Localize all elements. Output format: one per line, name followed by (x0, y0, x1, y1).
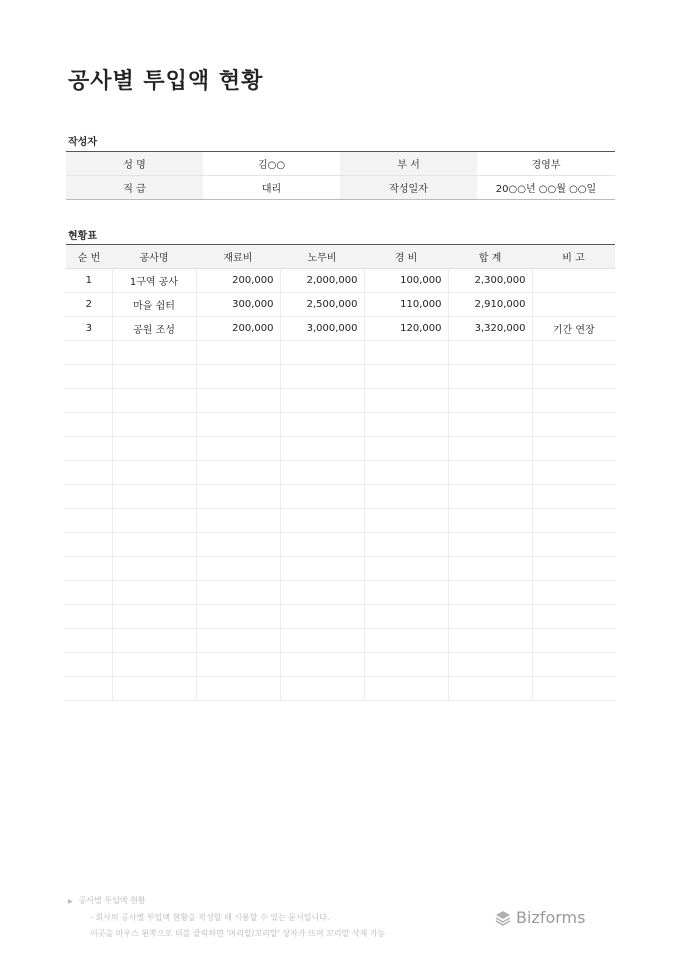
empty-cell[interactable] (66, 653, 112, 677)
empty-cell[interactable] (280, 461, 364, 485)
empty-cell[interactable] (196, 533, 280, 557)
cell-material[interactable]: 200,000 (196, 269, 280, 293)
empty-cell[interactable] (448, 653, 532, 677)
writer-info-table (66, 151, 615, 200)
empty-table-row (66, 389, 615, 413)
empty-cell[interactable] (448, 485, 532, 509)
empty-cell[interactable] (364, 365, 448, 389)
empty-cell[interactable] (112, 389, 196, 413)
empty-cell[interactable] (196, 581, 280, 605)
empty-table-row (66, 653, 615, 677)
cell-project[interactable]: 공원 조성 (112, 317, 196, 341)
empty-table-row (66, 533, 615, 557)
empty-cell[interactable] (532, 437, 615, 461)
empty-cell[interactable] (280, 557, 364, 581)
empty-table-row (66, 437, 615, 461)
cell-labor[interactable]: 3,000,000 (280, 317, 364, 341)
empty-cell[interactable] (364, 533, 448, 557)
empty-cell[interactable] (196, 557, 280, 581)
empty-cell[interactable] (364, 389, 448, 413)
empty-cell[interactable] (448, 629, 532, 653)
cell-no[interactable]: 1 (66, 269, 112, 293)
cell-labor[interactable]: 2,000,000 (280, 269, 364, 293)
empty-cell[interactable] (448, 461, 532, 485)
empty-cell[interactable] (532, 365, 615, 389)
empty-cell[interactable] (448, 509, 532, 533)
empty-cell[interactable] (364, 557, 448, 581)
col-header-total: 합 계 (448, 245, 532, 269)
empty-cell[interactable] (364, 341, 448, 365)
col-header-project: 공사명 (112, 245, 196, 269)
empty-cell[interactable] (196, 509, 280, 533)
empty-cell[interactable] (280, 341, 364, 365)
name-value[interactable]: 김○○ (203, 152, 340, 176)
name-label: 성 명 (66, 152, 203, 176)
empty-cell[interactable] (66, 461, 112, 485)
cell-total[interactable]: 3,320,000 (448, 317, 532, 341)
empty-cell[interactable] (112, 437, 196, 461)
bullet-icon: ▶ (68, 898, 73, 905)
empty-cell[interactable] (66, 365, 112, 389)
empty-cell[interactable] (280, 605, 364, 629)
empty-cell[interactable] (66, 629, 112, 653)
empty-cell[interactable] (196, 677, 280, 701)
empty-cell[interactable] (448, 437, 532, 461)
empty-cell[interactable] (364, 581, 448, 605)
empty-cell[interactable] (196, 461, 280, 485)
empty-cell[interactable] (532, 629, 615, 653)
empty-cell[interactable] (364, 677, 448, 701)
empty-cell[interactable] (66, 413, 112, 437)
writer-section-label: 작성자 (68, 137, 97, 148)
empty-cell[interactable] (364, 437, 448, 461)
empty-cell[interactable] (112, 365, 196, 389)
col-header-expense: 경 비 (364, 245, 448, 269)
empty-cell[interactable] (280, 509, 364, 533)
department-value[interactable]: 경영부 (477, 152, 615, 176)
empty-cell[interactable] (532, 341, 615, 365)
table-row (66, 317, 615, 341)
cell-no[interactable]: 3 (66, 317, 112, 341)
empty-cell[interactable] (448, 677, 532, 701)
empty-cell[interactable] (196, 341, 280, 365)
empty-cell[interactable] (112, 341, 196, 365)
empty-table-row (66, 629, 615, 653)
empty-cell[interactable] (112, 653, 196, 677)
empty-cell[interactable] (196, 437, 280, 461)
bizforms-logo (494, 908, 585, 927)
empty-cell[interactable] (280, 485, 364, 509)
position-label: 직 급 (66, 176, 203, 200)
empty-cell[interactable] (280, 413, 364, 437)
empty-cell[interactable] (364, 413, 448, 437)
empty-cell[interactable] (196, 485, 280, 509)
page-footer[interactable] (68, 893, 385, 942)
empty-cell[interactable] (280, 653, 364, 677)
empty-cell[interactable] (448, 413, 532, 437)
empty-cell[interactable] (66, 581, 112, 605)
empty-cell[interactable] (112, 677, 196, 701)
writer-row (66, 152, 615, 176)
empty-cell[interactable] (280, 629, 364, 653)
status-section-label: 현황표 (68, 231, 97, 242)
empty-cell[interactable] (280, 581, 364, 605)
col-header-remarks: 비 고 (532, 245, 615, 269)
empty-cell[interactable] (66, 509, 112, 533)
empty-cell[interactable] (448, 389, 532, 413)
empty-cell[interactable] (66, 389, 112, 413)
footer-title: 공사별 투입액 현황 (78, 896, 146, 905)
cell-remarks[interactable]: 기간 연장 (532, 317, 615, 341)
empty-cell[interactable] (196, 413, 280, 437)
empty-cell[interactable] (112, 629, 196, 653)
empty-cell[interactable] (448, 581, 532, 605)
writer-row (66, 176, 615, 200)
empty-cell[interactable] (66, 341, 112, 365)
cell-expense[interactable]: 110,000 (364, 293, 448, 317)
empty-cell[interactable] (364, 629, 448, 653)
empty-cell[interactable] (364, 509, 448, 533)
empty-cell[interactable] (112, 605, 196, 629)
empty-cell[interactable] (196, 629, 280, 653)
footer-instruction: 이곳을 마우스 왼쪽으로 더블 클릭하면 '머리말/꼬리말' 상자가 뜨며 꼬리말 삭제 가능 (90, 929, 386, 938)
col-header-material: 재료비 (196, 245, 280, 269)
cell-material[interactable]: 300,000 (196, 293, 280, 317)
empty-cell[interactable] (364, 653, 448, 677)
empty-cell[interactable] (532, 509, 615, 533)
cell-remarks[interactable] (532, 269, 615, 293)
cell-project[interactable]: 마을 쉼터 (112, 293, 196, 317)
table-row (66, 269, 615, 293)
empty-cell[interactable] (280, 533, 364, 557)
empty-cell[interactable] (112, 413, 196, 437)
date-label: 작성일자 (340, 176, 477, 200)
empty-table-row (66, 461, 615, 485)
status-table (66, 244, 615, 701)
layers-icon (494, 909, 512, 927)
empty-cell[interactable] (532, 413, 615, 437)
date-value[interactable]: 20○○년 ○○월 ○○일 (495, 184, 597, 195)
empty-cell[interactable] (66, 437, 112, 461)
empty-cell[interactable] (532, 461, 615, 485)
cell-total[interactable]: 2,910,000 (448, 293, 532, 317)
empty-cell[interactable] (364, 461, 448, 485)
empty-cell[interactable] (66, 677, 112, 701)
cell-project[interactable]: 1구역 공사 (112, 269, 196, 293)
empty-cell[interactable] (364, 485, 448, 509)
empty-cell[interactable] (280, 437, 364, 461)
empty-cell[interactable] (66, 533, 112, 557)
empty-cell[interactable] (532, 389, 615, 413)
empty-cell[interactable] (66, 485, 112, 509)
position-value[interactable]: 대리 (261, 184, 282, 195)
logo-text: Bizforms (516, 908, 586, 927)
empty-cell[interactable] (280, 365, 364, 389)
footer-description: - 회사의 공사별 투입액 현황을 작성할 때 사용할 수 있는 문서입니다. (90, 913, 330, 922)
empty-cell[interactable] (112, 461, 196, 485)
empty-cell[interactable] (112, 509, 196, 533)
empty-table-row (66, 365, 615, 389)
empty-cell[interactable] (448, 533, 532, 557)
department-label: 부 서 (340, 152, 477, 176)
empty-cell[interactable] (532, 605, 615, 629)
empty-cell[interactable] (532, 581, 615, 605)
empty-cell[interactable] (196, 605, 280, 629)
empty-cell[interactable] (196, 653, 280, 677)
document-title: 공사별 투입액 현황 (68, 69, 264, 94)
empty-table-row (66, 509, 615, 533)
empty-table-row (66, 413, 615, 437)
empty-table-row (66, 485, 615, 509)
empty-cell[interactable] (448, 605, 532, 629)
empty-cell[interactable] (532, 533, 615, 557)
empty-cell[interactable] (280, 677, 364, 701)
col-header-no: 순 번 (66, 245, 112, 269)
table-header-row (66, 245, 615, 269)
empty-cell[interactable] (532, 557, 615, 581)
empty-cell[interactable] (280, 389, 364, 413)
empty-table-row (66, 581, 615, 605)
cell-labor[interactable]: 2,500,000 (280, 293, 364, 317)
table-row (66, 293, 615, 317)
empty-table-row (66, 677, 615, 701)
empty-cell[interactable] (532, 677, 615, 701)
empty-cell[interactable] (532, 653, 615, 677)
empty-cell[interactable] (66, 605, 112, 629)
empty-cell[interactable] (448, 557, 532, 581)
cell-expense[interactable]: 100,000 (364, 269, 448, 293)
empty-cell[interactable] (448, 341, 532, 365)
cell-material[interactable]: 200,000 (196, 317, 280, 341)
empty-cell[interactable] (112, 557, 196, 581)
empty-table-row (66, 557, 615, 581)
empty-cell[interactable] (112, 581, 196, 605)
cell-expense[interactable]: 120,000 (364, 317, 448, 341)
col-header-labor: 노무비 (280, 245, 364, 269)
empty-cell[interactable] (196, 365, 280, 389)
cell-remarks[interactable] (532, 293, 615, 317)
empty-cell[interactable] (364, 605, 448, 629)
cell-no[interactable]: 2 (66, 293, 112, 317)
empty-cell[interactable] (532, 485, 615, 509)
empty-cell[interactable] (448, 365, 532, 389)
empty-cell[interactable] (112, 485, 196, 509)
empty-cell[interactable] (112, 533, 196, 557)
empty-cell[interactable] (196, 389, 280, 413)
empty-table-row (66, 341, 615, 365)
empty-cell[interactable] (66, 557, 112, 581)
cell-total[interactable]: 2,300,000 (448, 269, 532, 293)
empty-table-row (66, 605, 615, 629)
